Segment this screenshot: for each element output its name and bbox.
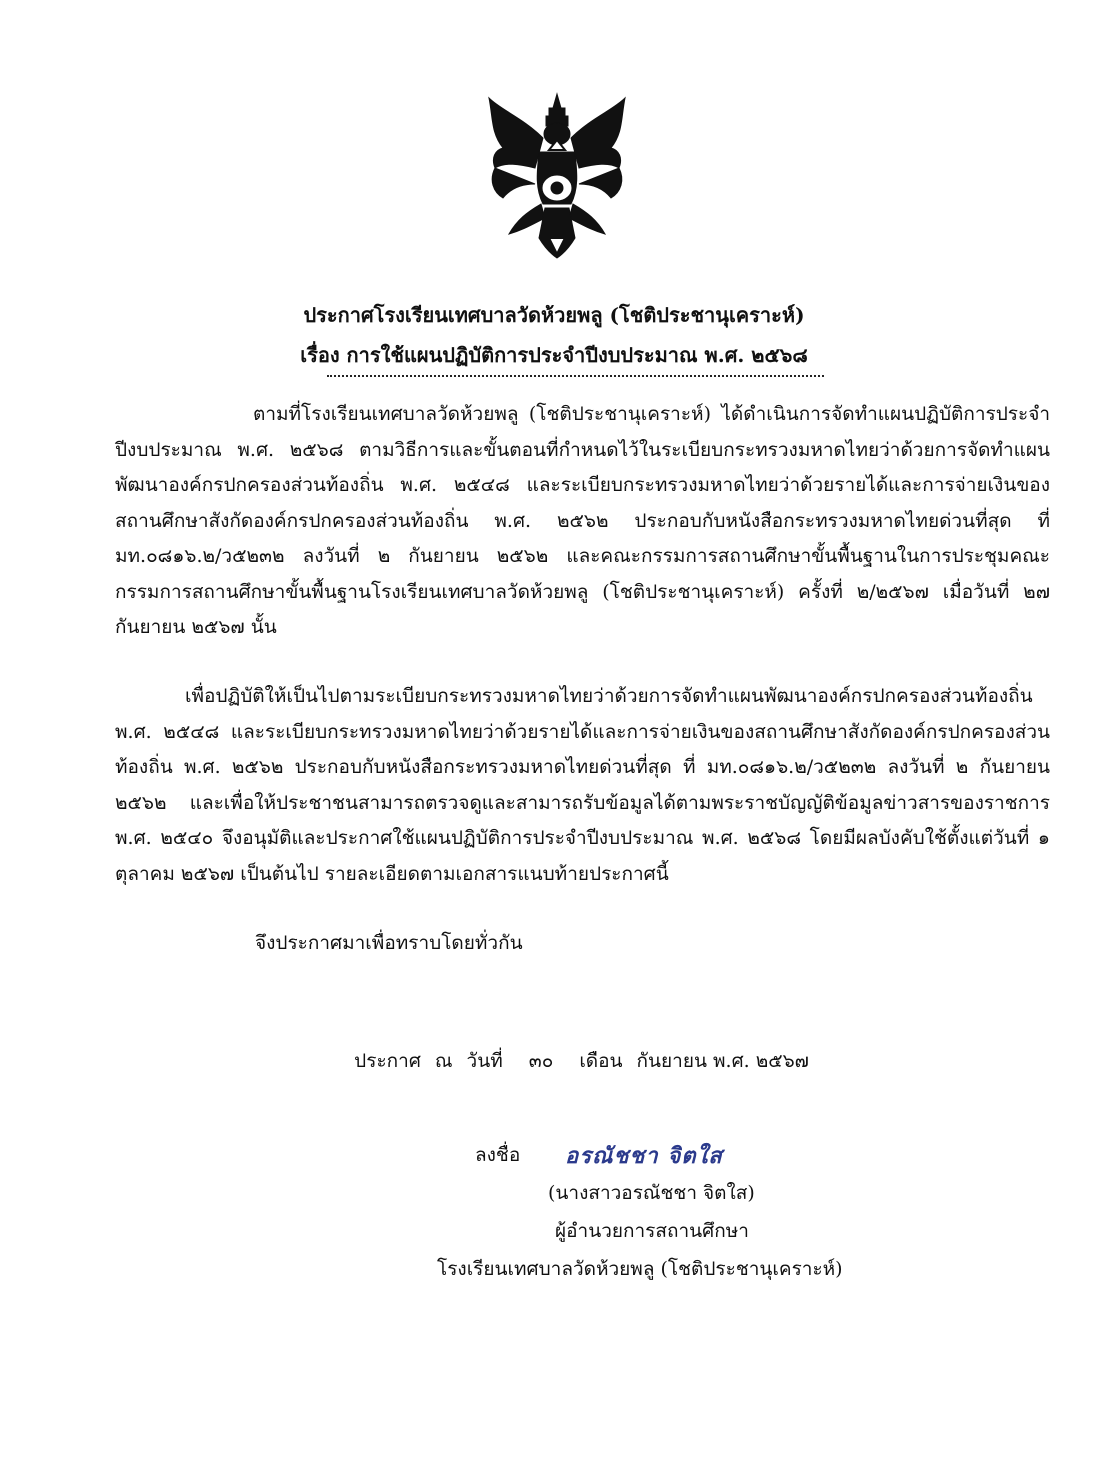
signatory-name: (นางสาวอรณัชชา จิตใส) — [548, 1182, 755, 1204]
title-divider — [327, 375, 824, 380]
announcement-date — [330, 1010, 823, 1112]
signatory-organization: โรงเรียนเทศบาลวัดห้วยพลู (โชติประชานุเคราะห์) — [437, 1258, 843, 1280]
garuda-emblem-icon — [483, 88, 631, 260]
announcement-subject: เรื่อง การใช้แผนปฏิบัติการประจำปีงบประมาณ พ.ศ. ๒๕๖๘ — [300, 343, 808, 367]
date-prefix: ประกาศ — [354, 1050, 421, 1072]
date-day-label: วันที่ — [466, 1050, 503, 1072]
date-day: ๓๐ — [528, 1050, 554, 1072]
announcement-title: ประกาศโรงเรียนเทศบาลวัดห้วยพลู (โชติประชานุเคราะห์) — [303, 303, 805, 327]
date-month-year: กันยายน พ.ศ. ๒๕๖๗ — [636, 1050, 809, 1072]
body-paragraph-1: ตามที่โรงเรียนเทศบาลวัดห้วยพลู (โชติประชานุเคราะห์) ได้ดำเนินการจัดทำแผนปฏิบัติการประจำปีงบประมาณ พ.ศ. ๒๕๖๘ ตามวิธีการและขั้นตอนที่กำหนดไว้ในระเบียบกระทรวงมหาดไทยว่าด้วยการจัดทำแผนพัฒนาองค์กรปกครองส่วนท้องถิ่น พ.ศ. ๒๕๔๘ และระเบียบกระทรวงมหาดไทยว่าด้วยรายได้และการจ่ายเงินของสถานศึกษาสังกัดองค์กรปกครองส่วนท้องถิ่น พ.ศ. ๒๕๖๒ ประกอบกับหนังสือกระทรวงมหาดไทยด่วนที่สุด ที่ มท.๐๘๑๖.๒/ว๕๒๓๒ ลงวันที่ ๒ กันยายน ๒๕๖๒ และคณะกรรมการสถานศึกษาขั้นพื้นฐานในการประชุมคณะกรรมการสถานศึกษาขั้นพื้นฐานโรงเรียนเทศบาลวัดห้วยพลู (โชติประชานุเคราะห์) ครั้งที่ ๒/๒๕๖๗ เมื่อวันที่ ๒๗ กันยายน ๒๕๖๗ นั้น — [115, 403, 1050, 638]
date-month-label: เดือน — [579, 1050, 623, 1072]
signatory-position: ผู้อำนวยการสถานศึกษา — [555, 1220, 749, 1242]
signature-label: ลงชื่อ — [475, 1144, 521, 1166]
date-at: ณ — [434, 1050, 453, 1072]
handwritten-signature: อรณัชชา จิตใส — [565, 1143, 723, 1169]
closing-statement: จึงประกาศมาเพื่อทราบโดยทั่วกัน — [255, 932, 523, 954]
body-paragraph-2: เพื่อปฏิบัติให้เป็นไปตามระเบียบกระทรวงมหาดไทยว่าด้วยการจัดทำแผนพัฒนาองค์กรปกครองส่วนท้องถิ่น พ.ศ. ๒๕๔๘ และระเบียบกระทรวงมหาดไทยว่าด้วยรายได้และการจ่ายเงินของสถานศึกษาสังกัดองค์กรปกครองส่วนท้องถิ่น พ.ศ. ๒๕๖๒ ประกอบกับหนังสือกระทรวงมหาดไทยด่วนที่สุด ที่ มท.๐๘๑๖.๒/ว๕๒๓๒ ลงวันที่ ๒ กันยายน ๒๕๖๒ และเพื่อให้ประชาชนสามารถตรวจดูและสามารถรับข้อมูลได้ตามพระราชบัญญัติข้อมูลข่าวสารของราชการ พ.ศ. ๒๕๔๐ จึงอนุมัติและประกาศใช้แผนปฏิบัติการประจำปีงบประมาณ พ.ศ. ๒๕๖๘ โดยมีผลบังคับใช้ตั้งแต่วันที่ ๑ ตุลาคม ๒๕๖๗ เป็นต้นไป รายละเอียดตามเอกสารแนบท้ายประกาศนี้ — [115, 685, 1050, 885]
